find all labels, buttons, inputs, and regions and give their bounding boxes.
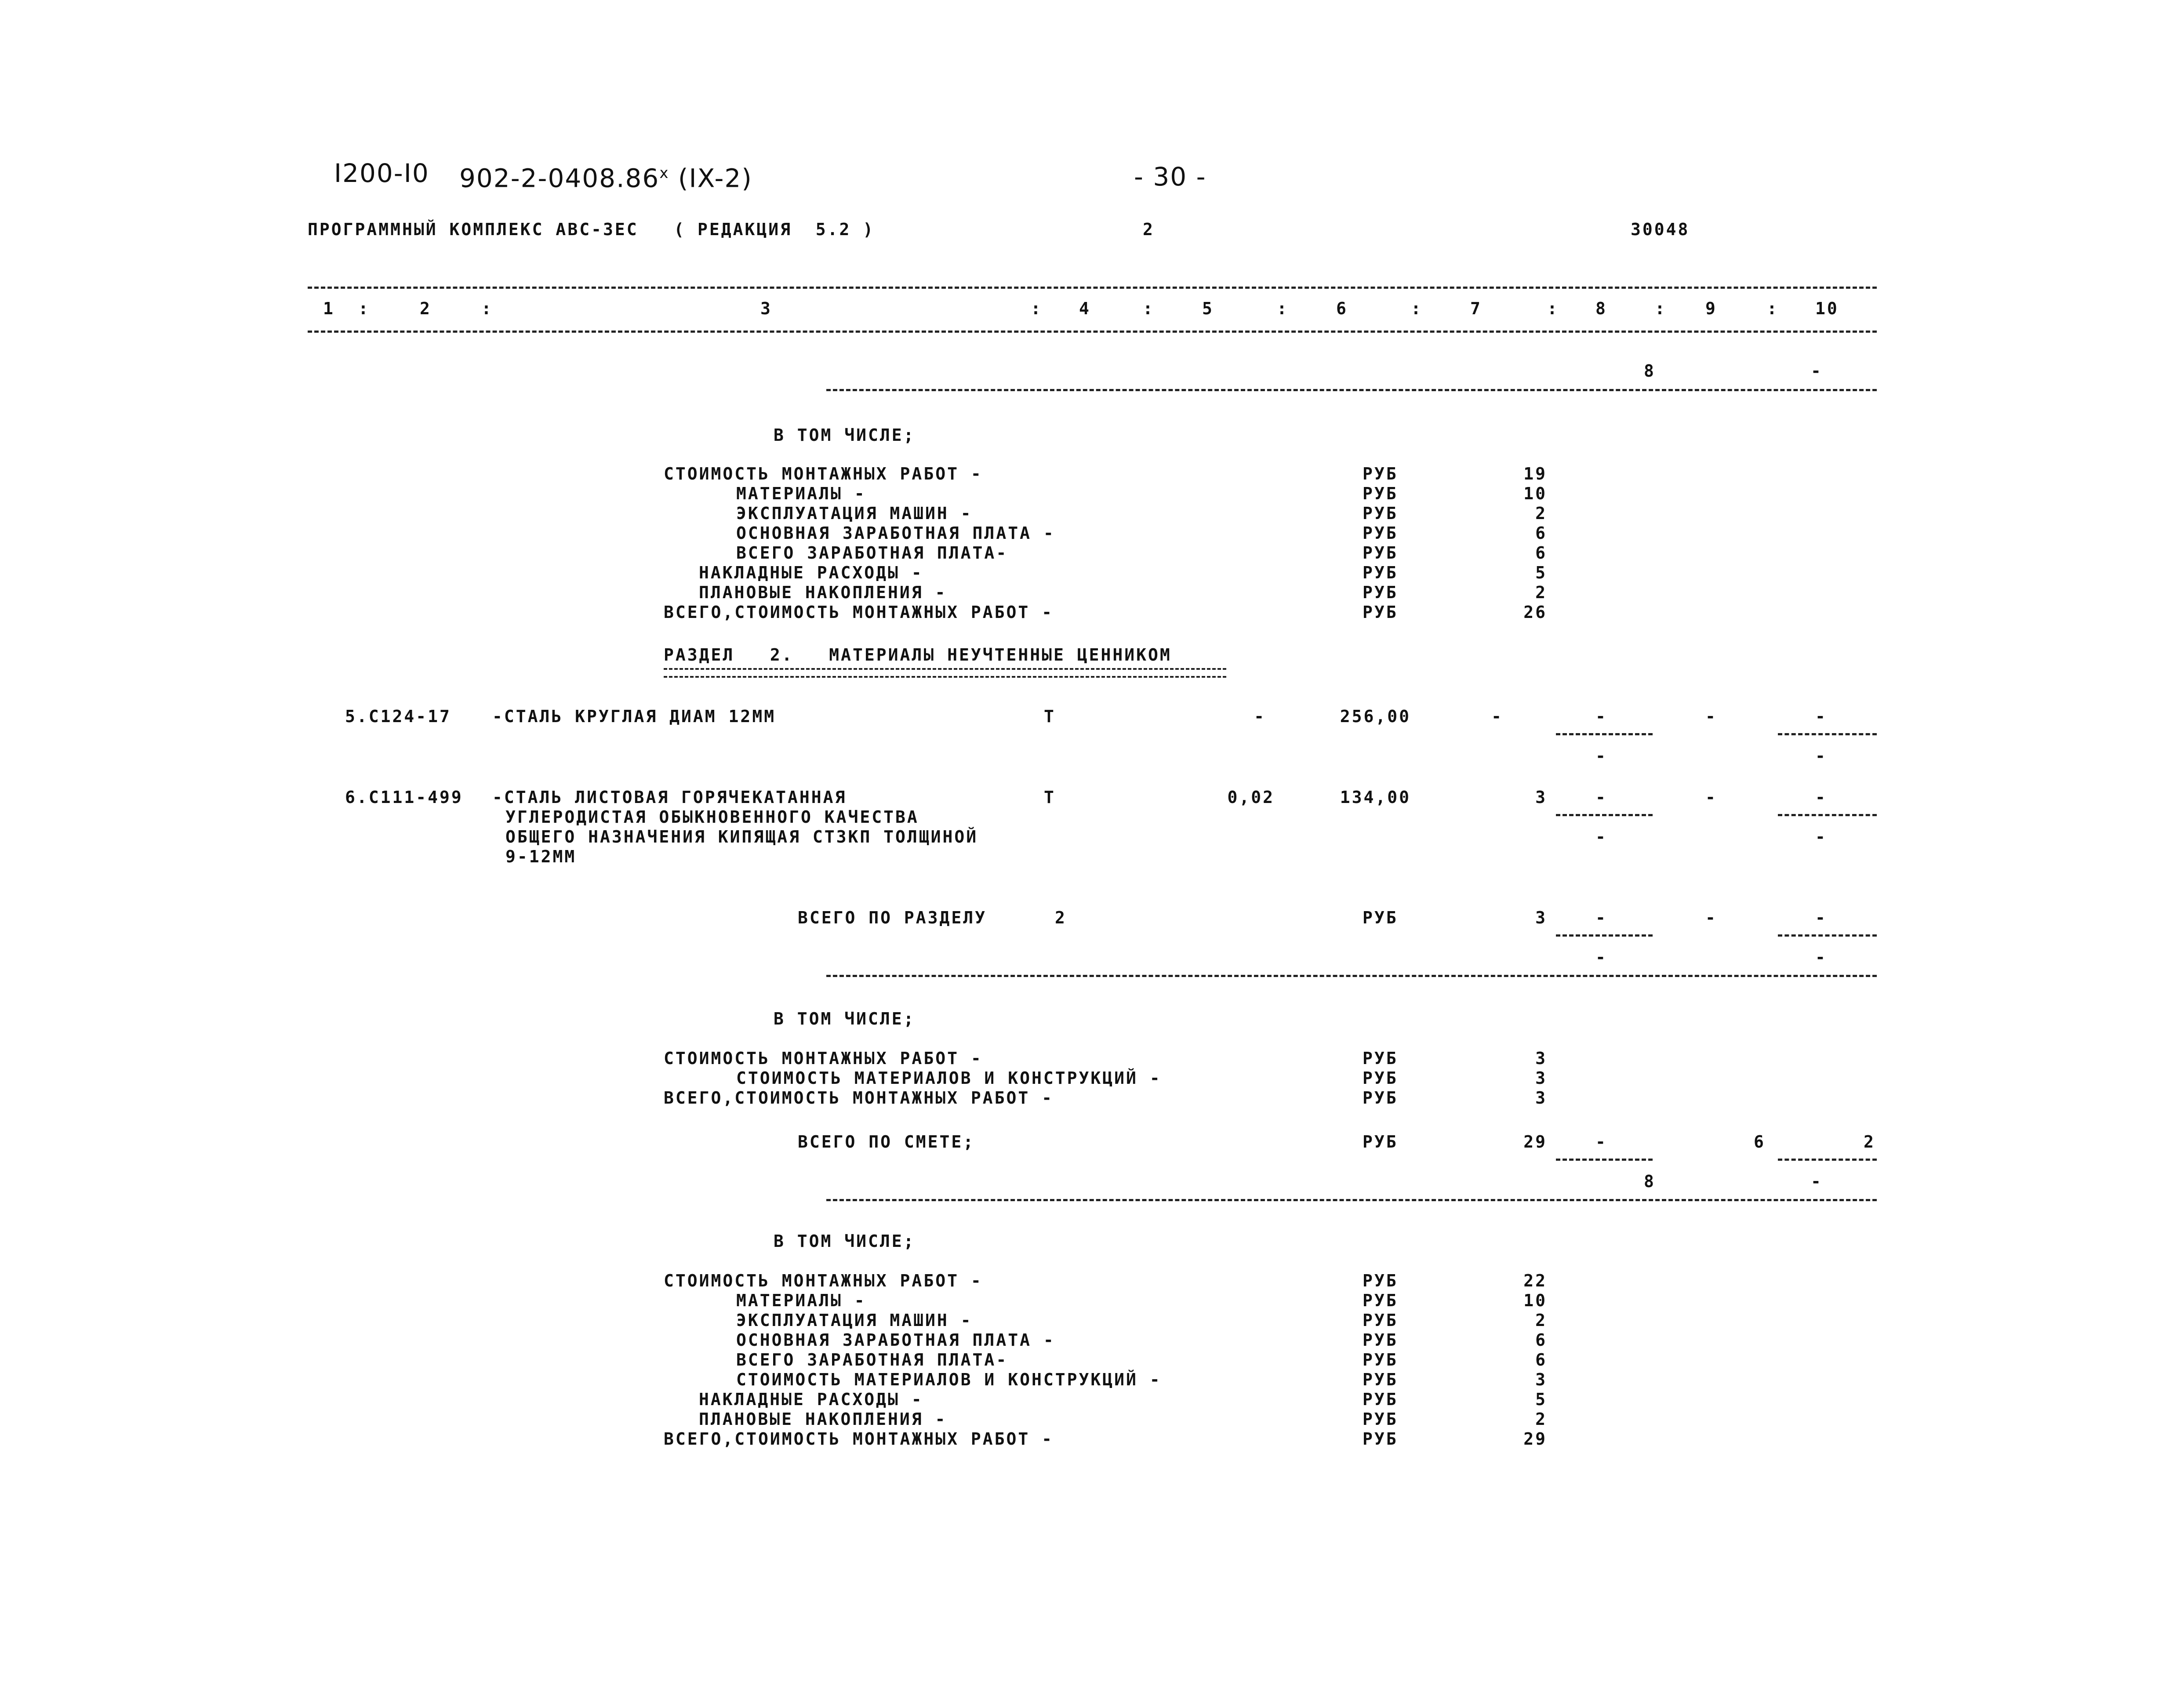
item-price: 256,00 — [1340, 707, 1411, 726]
cost-line-unit: РУБ — [1363, 543, 1398, 563]
item-col10-sub: - — [1815, 746, 1827, 766]
estimate-total-rule — [826, 1199, 1877, 1201]
estimate-total-label: ВСЕГО ПО СМЕТЕ; — [798, 1132, 975, 1152]
col10-subrule — [1778, 1159, 1877, 1161]
column-separator: : — [1547, 299, 1559, 318]
cost-line-value: 10 — [1523, 484, 1547, 503]
item-col10-sub: - — [1815, 827, 1827, 846]
column-separator: : — [1767, 299, 1779, 318]
cost-line-unit: РУБ — [1363, 504, 1398, 523]
col10-subrule — [1778, 814, 1877, 816]
item-name-line: -СТАЛЬ ЛИСТОВАЯ ГОРЯЧЕКАТАННАЯ — [492, 788, 847, 807]
cost-line-unit: РУБ — [1363, 484, 1398, 503]
column-header-9: 9 — [1705, 299, 1717, 318]
cost-line-unit: РУБ — [1363, 1049, 1398, 1068]
item-col8: - — [1595, 707, 1607, 726]
cost-line-label: НАКЛАДНЫЕ РАСХОДЫ - — [699, 1390, 923, 1409]
top-total-col8: 8 — [1644, 361, 1656, 381]
estimate-total-col9: 6 — [1754, 1132, 1766, 1152]
cost-line-label: МАТЕРИАЛЫ - — [736, 484, 866, 503]
including-label: В ТОМ ЧИСЛЕ; — [774, 425, 916, 445]
item-code: 6.С111-499 — [345, 788, 463, 807]
cost-line-unit: РУБ — [1363, 1088, 1398, 1108]
cost-line-value: 10 — [1523, 1291, 1547, 1310]
item-col10: - — [1815, 788, 1827, 807]
cost-line-label: СТОИМОСТЬ МОНТАЖНЫХ РАБОТ - — [664, 464, 983, 483]
item-col9: - — [1705, 788, 1717, 807]
column-header-7: 7 — [1470, 299, 1482, 318]
item-col10: - — [1815, 707, 1827, 726]
cost-line-label: ЭКСПЛУАТАЦИЯ МАШИН - — [736, 1311, 973, 1330]
item-unit: Т — [1044, 707, 1056, 726]
cost-line-value: 2 — [1535, 583, 1547, 602]
cost-line-value: 3 — [1535, 1049, 1547, 1068]
item-col8: - — [1595, 788, 1607, 807]
top-total-rule — [826, 389, 1877, 391]
cost-line-value: 22 — [1523, 1271, 1547, 1290]
cost-line-label: ВСЕГО,СТОИМОСТЬ МОНТАЖНЫХ РАБОТ - — [664, 603, 1054, 622]
column-header-8: 8 — [1595, 299, 1607, 318]
estimate-total-col8-sub: 8 — [1644, 1172, 1656, 1191]
cost-line-value: 3 — [1535, 1370, 1547, 1389]
col8-subrule — [1556, 733, 1653, 735]
cost-line-label: СТОИМОСТЬ МАТЕРИАЛОВ И КОНСТРУКЦИЙ - — [736, 1370, 1162, 1389]
cost-line-label: СТОИМОСТЬ МОНТАЖНЫХ РАБОТ - — [664, 1271, 983, 1290]
item-col7: - — [1491, 707, 1503, 726]
document-code: 902-2-0408.86 — [459, 163, 660, 193]
program-line: ПРОГРАММНЫЙ КОМПЛЕКС АВС-ЗЕС ( РЕДАКЦИЯ 5.2 ) — [308, 220, 875, 239]
cost-line-unit: РУБ — [1363, 1068, 1398, 1088]
column-header-5: 5 — [1202, 299, 1214, 318]
cost-line-value: 6 — [1535, 1330, 1547, 1350]
cost-line-unit: РУБ — [1363, 1429, 1398, 1449]
program-line-number: 2 — [1143, 220, 1155, 239]
cost-line-value: 26 — [1523, 603, 1547, 622]
cost-line-label: МАТЕРИАЛЫ - — [736, 1291, 866, 1310]
item-col7: 3 — [1535, 788, 1547, 807]
item-quantity: - — [1254, 707, 1266, 726]
section-total-col7: 3 — [1535, 908, 1547, 927]
cost-line-value: 3 — [1535, 1088, 1547, 1108]
top-total-col10: - — [1811, 361, 1823, 381]
cost-line-value: 29 — [1523, 1429, 1547, 1449]
sheet-number: I200-I0 — [334, 158, 429, 188]
item-price: 134,00 — [1340, 788, 1411, 807]
cost-line-label: ПЛАНОВЫЕ НАКОПЛЕНИЯ - — [699, 1410, 947, 1429]
program-line-code: 30048 — [1631, 220, 1690, 239]
cost-line-unit: РУБ — [1363, 1390, 1398, 1409]
section-total-col9: - — [1705, 908, 1717, 927]
cost-line-unit: РУБ — [1363, 464, 1398, 483]
document-code-superscript: x — [659, 164, 669, 182]
item-col9: - — [1705, 707, 1717, 726]
cost-line-value: 2 — [1535, 1311, 1547, 1330]
cost-line-unit: РУБ — [1363, 603, 1398, 622]
cost-line-unit: РУБ — [1363, 583, 1398, 602]
cost-line-unit: РУБ — [1363, 523, 1398, 543]
item-name-line: 9-12ММ — [505, 847, 577, 866]
cost-line-unit: РУБ — [1363, 1271, 1398, 1290]
column-header-3: 3 — [760, 299, 772, 318]
estimate-total-unit: РУБ — [1363, 1132, 1398, 1152]
estimate-total-col10: 2 — [1864, 1132, 1875, 1152]
header-rule-top — [308, 287, 1877, 289]
cost-line-value: 6 — [1535, 543, 1547, 563]
item-quantity: 0,02 — [1227, 788, 1275, 807]
col8-subrule — [1556, 1159, 1653, 1161]
cost-line-unit: РУБ — [1363, 1370, 1398, 1389]
item-name-line: УГЛЕРОДИСТАЯ ОБЫКНОВЕННОГО КАЧЕСТВА — [505, 807, 919, 827]
item-col8-sub: - — [1595, 827, 1607, 846]
section-total-label: ВСЕГО ПО РАЗДЕЛУ — [798, 908, 987, 927]
column-separator: : — [1411, 299, 1423, 318]
header-rule-bottom — [308, 331, 1877, 333]
cost-line-value: 3 — [1535, 1068, 1547, 1088]
cost-line-value: 5 — [1535, 1390, 1547, 1409]
section-total-rule — [826, 975, 1877, 977]
cost-line-unit: РУБ — [1363, 563, 1398, 582]
column-separator: : — [1143, 299, 1155, 318]
cost-line-value: 5 — [1535, 563, 1547, 582]
column-header-10: 10 — [1815, 299, 1839, 318]
cost-line-label: СТОИМОСТЬ МОНТАЖНЫХ РАБОТ - — [664, 1049, 983, 1068]
cost-line-label: ОСНОВНАЯ ЗАРАБОТНАЯ ПЛАТА - — [736, 1330, 1055, 1350]
section-title-underline — [664, 668, 1226, 678]
section-total-col8-sub: - — [1595, 948, 1607, 967]
estimate-total-col7: 29 — [1523, 1132, 1547, 1152]
column-separator: : — [1655, 299, 1667, 318]
cost-line-value: 19 — [1523, 464, 1547, 483]
col8-subrule — [1556, 934, 1653, 937]
including-label: В ТОМ ЧИСЛЕ; — [774, 1009, 916, 1028]
column-separator: : — [1277, 299, 1289, 318]
document-number — [459, 163, 752, 193]
column-separator: : — [481, 299, 493, 318]
section-total-unit: РУБ — [1363, 908, 1398, 927]
cost-line-label: ВСЕГО ЗАРАБОТНАЯ ПЛАТА- — [736, 1350, 1008, 1370]
estimate-total-col10-sub: - — [1811, 1172, 1823, 1191]
cost-line-label: ЭКСПЛУАТАЦИЯ МАШИН - — [736, 504, 973, 523]
cost-line-label: ВСЕГО ЗАРАБОТНАЯ ПЛАТА- — [736, 543, 1008, 563]
cost-line-label: ВСЕГО,СТОИМОСТЬ МОНТАЖНЫХ РАБОТ - — [664, 1429, 1054, 1449]
page-number: - 30 - — [1134, 162, 1206, 192]
item-name: -СТАЛЬ КРУГЛАЯ ДИАМ 12ММ — [492, 707, 776, 726]
section-total-col8: - — [1595, 908, 1607, 927]
cost-line-value: 6 — [1535, 523, 1547, 543]
section-total-col10-sub: - — [1815, 948, 1827, 967]
cost-line-label: ВСЕГО,СТОИМОСТЬ МОНТАЖНЫХ РАБОТ - — [664, 1088, 1054, 1108]
cost-line-unit: РУБ — [1363, 1410, 1398, 1429]
item-name-line: ОБЩЕГО НАЗНАЧЕНИЯ КИПЯЩАЯ СТЗКП ТОЛЩИНОЙ — [505, 827, 978, 846]
including-label: В ТОМ ЧИСЛЕ; — [774, 1232, 916, 1251]
col10-subrule — [1778, 733, 1877, 735]
column-header-1: 1 — [323, 299, 335, 318]
cost-line-label: ОСНОВНАЯ ЗАРАБОТНАЯ ПЛАТА - — [736, 523, 1055, 543]
cost-line-value: 2 — [1535, 504, 1547, 523]
column-separator: : — [358, 299, 370, 318]
col8-subrule — [1556, 814, 1653, 816]
section-total-number: 2 — [1055, 908, 1067, 927]
document-code-suffix: (IX-2) — [678, 163, 752, 193]
cost-line-label: НАКЛАДНЫЕ РАСХОДЫ - — [699, 563, 923, 582]
item-unit: Т — [1044, 788, 1056, 807]
cost-line-value: 2 — [1535, 1410, 1547, 1429]
cost-line-unit: РУБ — [1363, 1330, 1398, 1350]
column-separator: : — [1031, 299, 1043, 318]
column-header-4: 4 — [1079, 299, 1091, 318]
cost-line-label: СТОИМОСТЬ МАТЕРИАЛОВ И КОНСТРУКЦИЙ - — [736, 1068, 1162, 1088]
column-header-2: 2 — [420, 299, 432, 318]
section-total-col10: - — [1815, 908, 1827, 927]
section-title: РАЗДЕЛ 2. МАТЕРИАЛЫ НЕУЧТЕННЫЕ ЦЕННИКОМ — [664, 645, 1172, 665]
cost-line-unit: РУБ — [1363, 1291, 1398, 1310]
col10-subrule — [1778, 934, 1877, 937]
estimate-total-col8: - — [1595, 1132, 1607, 1152]
item-code: 5.С124-17 — [345, 707, 451, 726]
cost-line-label: ПЛАНОВЫЕ НАКОПЛЕНИЯ - — [699, 583, 947, 602]
cost-line-unit: РУБ — [1363, 1350, 1398, 1370]
cost-line-unit: РУБ — [1363, 1311, 1398, 1330]
item-col8-sub: - — [1595, 746, 1607, 766]
column-header-6: 6 — [1336, 299, 1348, 318]
cost-line-value: 6 — [1535, 1350, 1547, 1370]
